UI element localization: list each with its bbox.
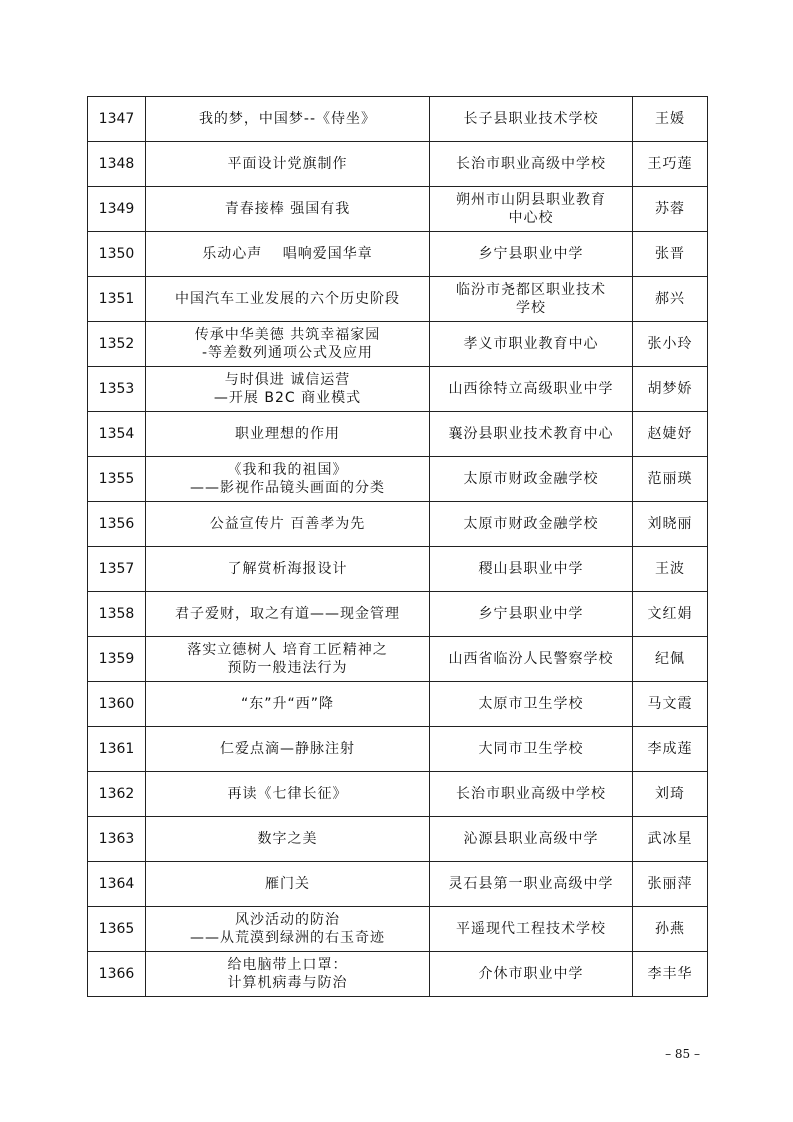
entry-title-line: 计算机病毒与防治 xyxy=(227,975,348,991)
entry-number: 1348 xyxy=(88,142,146,187)
entry-school-line: 长治市职业高级中学校 xyxy=(456,786,606,802)
entry-number: 1347 xyxy=(88,97,146,142)
entry-title xyxy=(146,502,430,547)
entry-school xyxy=(430,817,633,862)
entry-school xyxy=(430,322,633,367)
entry-title-line: 再读《七律长征》 xyxy=(227,786,348,802)
entry-number: 1356 xyxy=(88,502,146,547)
entry-title-line: 青春接棒 强国有我 xyxy=(224,201,351,217)
entry-author: 郝兴 xyxy=(633,277,708,322)
entry-number: 1361 xyxy=(88,727,146,772)
entry-author: 纪佩 xyxy=(633,637,708,682)
entry-school xyxy=(430,727,633,772)
award-list-table xyxy=(87,96,708,997)
entry-title-line: 中国汽车工业发展的六个历史阶段 xyxy=(175,291,400,307)
entry-title-line: —开展 B2C 商业模式 xyxy=(213,390,362,406)
entry-title xyxy=(146,232,430,277)
entry-title-line: 平面设计党旗制作 xyxy=(227,156,348,172)
entry-title-line: “东”升“西”降 xyxy=(240,696,334,712)
entry-author: 胡梦娇 xyxy=(633,367,708,412)
entry-title xyxy=(146,97,430,142)
table-row xyxy=(88,502,708,547)
table-row xyxy=(88,232,708,277)
table-row xyxy=(88,187,708,232)
entry-school xyxy=(430,637,633,682)
entry-school xyxy=(430,952,633,997)
entry-title-line: 雁门关 xyxy=(265,876,310,892)
entry-title xyxy=(146,907,430,952)
entry-school xyxy=(430,142,633,187)
entry-school-line: 介休市职业中学 xyxy=(478,966,584,982)
entry-title xyxy=(146,952,430,997)
entry-title xyxy=(146,682,430,727)
table-row xyxy=(88,457,708,502)
entry-title-line: 仁爱点滴—静脉注射 xyxy=(220,741,355,757)
entry-title-line: 给电脑带上口罩： xyxy=(227,957,348,973)
entry-author: 刘琦 xyxy=(633,772,708,817)
table-row xyxy=(88,277,708,322)
entry-school-line: 平遥现代工程技术学校 xyxy=(456,921,606,937)
entry-school-line: 长子县职业技术学校 xyxy=(463,111,599,127)
table-row xyxy=(88,907,708,952)
entry-title-line: 职业理想的作用 xyxy=(235,426,340,442)
entry-number: 1365 xyxy=(88,907,146,952)
entry-title xyxy=(146,322,430,367)
entry-title xyxy=(146,817,430,862)
entry-title xyxy=(146,277,430,322)
entry-title xyxy=(146,412,430,457)
entry-title-line: 乐动心声 唱响爱国华章 xyxy=(202,246,373,262)
entry-school-line: 沁源县职业高级中学 xyxy=(463,831,599,847)
entry-author: 范丽瑛 xyxy=(633,457,708,502)
entry-number: 1354 xyxy=(88,412,146,457)
entry-number: 1350 xyxy=(88,232,146,277)
entry-author: 刘晓丽 xyxy=(633,502,708,547)
entry-number: 1352 xyxy=(88,322,146,367)
entry-title xyxy=(146,592,430,637)
table-row xyxy=(88,682,708,727)
entry-number: 1364 xyxy=(88,862,146,907)
table-row xyxy=(88,322,708,367)
entry-school-line: 稷山县职业中学 xyxy=(478,561,584,577)
entry-title xyxy=(146,367,430,412)
entry-title-line: 公益宣传片 百善孝为先 xyxy=(209,516,366,532)
entry-title xyxy=(146,772,430,817)
entry-title xyxy=(146,142,430,187)
entry-number: 1359 xyxy=(88,637,146,682)
page-number: – 85 – xyxy=(665,1047,700,1061)
entry-title-line: 与时俱进 诚信运营 xyxy=(224,372,351,388)
entry-number: 1358 xyxy=(88,592,146,637)
entry-school xyxy=(430,97,633,142)
table-row xyxy=(88,862,708,907)
entry-school xyxy=(430,232,633,277)
table-row xyxy=(88,142,708,187)
entry-number: 1362 xyxy=(88,772,146,817)
entry-author: 文红娟 xyxy=(633,592,708,637)
entry-author: 马文霞 xyxy=(633,682,708,727)
entry-title-line: 预防一般违法行为 xyxy=(227,660,348,676)
entry-title xyxy=(146,862,430,907)
entry-author: 赵婕妤 xyxy=(633,412,708,457)
entry-number: 1360 xyxy=(88,682,146,727)
entry-title-line: 落实立德树人 培育工匠精神之 xyxy=(187,642,388,658)
entry-school xyxy=(430,457,633,502)
entry-school xyxy=(430,412,633,457)
entry-author: 张丽萍 xyxy=(633,862,708,907)
entry-title-line: ——从荒漠到绿洲的右玉奇迹 xyxy=(190,930,385,946)
entry-school xyxy=(430,862,633,907)
entry-title-line: 我的梦，中国梦--《侍坐》 xyxy=(198,111,377,127)
entry-author: 张晋 xyxy=(633,232,708,277)
entry-title-line: ——影视作品镜头画面的分类 xyxy=(190,480,385,496)
entry-school-line: 大同市卫生学校 xyxy=(478,741,584,757)
entry-number: 1355 xyxy=(88,457,146,502)
entry-school-line: 灵石县第一职业高级中学 xyxy=(448,876,614,892)
entry-number: 1357 xyxy=(88,547,146,592)
entry-school-line: 乡宁县职业中学 xyxy=(478,246,584,262)
entry-school-line: 太原市卫生学校 xyxy=(478,696,584,712)
table-row xyxy=(88,727,708,772)
entry-author: 孙燕 xyxy=(633,907,708,952)
table-row xyxy=(88,97,708,142)
entry-school-line: 太原市财政金融学校 xyxy=(463,516,599,532)
table-row xyxy=(88,772,708,817)
entry-author: 王媛 xyxy=(633,97,708,142)
entry-school xyxy=(430,277,633,322)
entry-school xyxy=(430,187,633,232)
entry-school xyxy=(430,907,633,952)
entry-number: 1351 xyxy=(88,277,146,322)
entry-number: 1353 xyxy=(88,367,146,412)
entry-number: 1363 xyxy=(88,817,146,862)
entry-title-line: -等差数列通项公式及应用 xyxy=(201,345,374,361)
entry-title-line: 《我和我的祖国》 xyxy=(227,462,348,478)
entry-school xyxy=(430,502,633,547)
table-row xyxy=(88,637,708,682)
table-row xyxy=(88,367,708,412)
entry-number: 1366 xyxy=(88,952,146,997)
entry-title-line: 风沙活动的防治 xyxy=(235,912,340,928)
table-row xyxy=(88,952,708,997)
entry-school xyxy=(430,682,633,727)
table-row xyxy=(88,547,708,592)
entry-school-line: 朔州市山阴县职业教育 xyxy=(456,192,606,208)
entry-school-line: 山西徐特立高级职业中学 xyxy=(448,381,614,397)
entry-school xyxy=(430,547,633,592)
entry-school-line: 学校 xyxy=(516,300,546,316)
entry-school xyxy=(430,592,633,637)
entry-school-line: 中心校 xyxy=(508,210,554,226)
entry-title xyxy=(146,187,430,232)
table-row xyxy=(88,592,708,637)
entry-author: 李丰华 xyxy=(633,952,708,997)
entry-school-line: 襄汾县职业技术教育中心 xyxy=(448,426,614,442)
entry-author: 李成莲 xyxy=(633,727,708,772)
table-row xyxy=(88,817,708,862)
entry-title xyxy=(146,457,430,502)
entry-title xyxy=(146,547,430,592)
table-body xyxy=(88,97,708,997)
entry-school-line: 孝义市职业教育中心 xyxy=(463,336,599,352)
entry-school xyxy=(430,772,633,817)
entry-school-line: 山西省临汾人民警察学校 xyxy=(448,651,614,667)
entry-number: 1349 xyxy=(88,187,146,232)
entry-author: 王巧莲 xyxy=(633,142,708,187)
entry-author: 苏蓉 xyxy=(633,187,708,232)
entry-title-line: 君子爱财，取之有道——现金管理 xyxy=(175,606,400,622)
entry-school-line: 临汾市尧都区职业技术 xyxy=(456,282,606,298)
table-row xyxy=(88,412,708,457)
entry-author: 张小玲 xyxy=(633,322,708,367)
entry-title xyxy=(146,727,430,772)
entry-title-line: 传承中华美德 共筑幸福家园 xyxy=(194,327,381,343)
entry-title xyxy=(146,637,430,682)
entry-school-line: 太原市财政金融学校 xyxy=(463,471,599,487)
entry-school-line: 长治市职业高级中学校 xyxy=(456,156,606,172)
entry-title-line: 了解赏析海报设计 xyxy=(227,561,348,577)
entry-school xyxy=(430,367,633,412)
entry-author: 武冰星 xyxy=(633,817,708,862)
entry-school-line: 乡宁县职业中学 xyxy=(478,606,584,622)
entry-author: 王波 xyxy=(633,547,708,592)
entry-title-line: 数字之美 xyxy=(257,831,318,847)
